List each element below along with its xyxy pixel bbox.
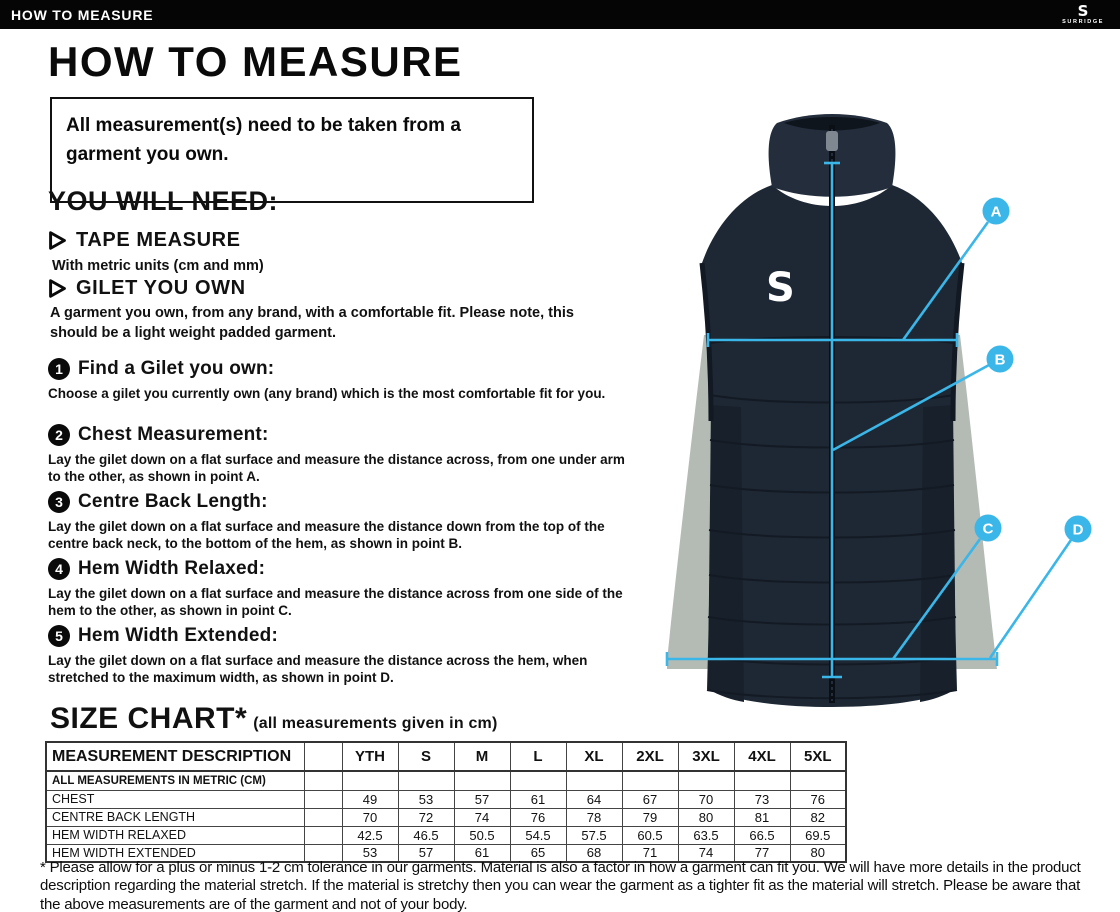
column-header-description: MEASUREMENT DESCRIPTION	[46, 742, 304, 771]
row-label: HEM WIDTH EXTENDED	[46, 844, 304, 862]
column-header-size: 3XL	[678, 742, 734, 771]
cell-value: 79	[622, 808, 678, 826]
table-row-chest	[46, 790, 846, 808]
cell-value: 74	[454, 808, 510, 826]
column-header-size: YTH	[342, 742, 398, 771]
notice-box: All measurement(s) need to be taken from a garment you own.	[50, 97, 534, 203]
step-description: Lay the gilet down on a flat surface and measure the distance across, from one under arm to the other, as shown in point A.	[48, 452, 625, 484]
step-4	[48, 558, 633, 620]
pointer-d	[990, 540, 1071, 658]
column-header-size: XL	[566, 742, 622, 771]
cell-value: 66.5	[734, 826, 790, 844]
row-label: HEM WIDTH RELAXED	[46, 826, 304, 844]
point-c-label: C	[982, 520, 994, 538]
size-chart-heading	[50, 702, 498, 736]
cell-value: 69.5	[790, 826, 846, 844]
step-head	[48, 491, 633, 513]
cell-value: 76	[790, 790, 846, 808]
gilet-measurement-diagram	[620, 95, 1110, 755]
metric-note-row	[46, 771, 846, 790]
table-row-centre-back-length	[46, 808, 846, 826]
step-title: Hem Width Extended:	[78, 625, 278, 646]
cell-value: 61	[454, 844, 510, 862]
step-number-badge: 4	[48, 558, 70, 580]
step-3	[48, 491, 633, 553]
cell-value: 76	[510, 808, 566, 826]
step-description: Lay the gilet down on a flat surface and measure the distance down from the top of the centre back neck, to the bottom of the hem, as shown in point B.	[48, 519, 605, 551]
cell-value: 73	[734, 790, 790, 808]
measurement-point-badges	[975, 198, 1092, 543]
row-label: CHEST	[46, 790, 304, 808]
step-head	[48, 558, 633, 580]
zip-pull	[826, 131, 838, 151]
page-title: HOW TO MEASURE	[48, 38, 463, 85]
column-header-size: 4XL	[734, 742, 790, 771]
cell-value: 42.5	[342, 826, 398, 844]
step-2	[48, 424, 633, 486]
step-1	[48, 358, 633, 403]
step-description: Lay the gilet down on a flat surface and measure the distance across from one side of the hem to the other, as shown in point C.	[48, 586, 623, 618]
step-head	[48, 625, 633, 647]
column-header-size: 2XL	[622, 742, 678, 771]
table-row-hem-width-relaxed	[46, 826, 846, 844]
step-number-badge: 1	[48, 358, 70, 380]
surridge-brand-text: SURRIDGE	[1062, 18, 1104, 25]
size-chart-table	[45, 741, 847, 863]
point-d-label: D	[1072, 521, 1084, 539]
step-description: Lay the gilet down on a flat surface and measure the distance across the hem, when stretched to the maximum width, as shown in point D.	[48, 653, 588, 685]
cell-value: 77	[734, 844, 790, 862]
step-5	[48, 625, 633, 687]
cell-value: 46.5	[398, 826, 454, 844]
size-chart-subtitle: (all measurements given in cm)	[253, 715, 498, 732]
step-number-badge: 5	[48, 625, 70, 647]
cell-value: 53	[398, 790, 454, 808]
tolerance-footnote: * Please allow for a plus or minus 1-2 cm tolerance in our garments. Material is also a factor in how a garment can fit you. We will have more details in the product description regarding the material stretch. If the material is stretchy then you can wear the garment as a tighter fit as the material will stretch. Please be aware that the above measurements are of the garment and not of your body.	[40, 859, 1081, 912]
cell-value: 71	[622, 844, 678, 862]
need-item-title: TAPE MEASURE	[76, 229, 241, 251]
cell-value: 78	[566, 808, 622, 826]
cell-value: 57.5	[566, 826, 622, 844]
need-item-desc: A garment you own, from any brand, with a comfortable fit. Please note, this should be a light weight padded garment.	[50, 305, 574, 341]
step-head	[48, 424, 633, 446]
cell-value: 57	[398, 844, 454, 862]
size-chart-title: SIZE CHART*	[50, 702, 248, 735]
step-title: Find a Gilet you own:	[78, 358, 275, 379]
metric-note: ALL MEASUREMENTS IN METRIC (CM)	[46, 771, 304, 790]
cell-value: 57	[454, 790, 510, 808]
point-b-label: B	[994, 351, 1006, 369]
step-title: Centre Back Length:	[78, 491, 268, 512]
cell-value: 63.5	[678, 826, 734, 844]
row-label: CENTRE BACK LENGTH	[46, 808, 304, 826]
cell-value: 80	[678, 808, 734, 826]
need-item-gilet	[48, 277, 246, 300]
top-bar-title: HOW TO MEASURE	[11, 6, 154, 23]
cell-value: 72	[398, 808, 454, 826]
step-title: Chest Measurement:	[78, 424, 269, 445]
gilet-brand-logo-s: S	[766, 265, 795, 311]
step-description: Choose a gilet you currently own (any brand) which is the most comfortable fit for you.	[48, 386, 606, 401]
column-header-size: M	[454, 742, 510, 771]
cell-value: 60.5	[622, 826, 678, 844]
cell-value: 53	[342, 844, 398, 862]
need-item-tape-measure	[48, 229, 241, 252]
cell-value: 68	[566, 844, 622, 862]
step-title: Hem Width Relaxed:	[78, 558, 266, 579]
cell-value: 54.5	[510, 826, 566, 844]
surridge-logo	[1062, 1, 1120, 26]
cell-value: 80	[790, 844, 846, 862]
play-triangle-icon	[48, 230, 67, 251]
cell-value: 74	[678, 844, 734, 862]
cell-value: 81	[734, 808, 790, 826]
play-triangle-icon	[48, 278, 67, 299]
surridge-s-icon: S	[1077, 1, 1089, 20]
cell-value: 70	[678, 790, 734, 808]
need-item-desc: With metric units (cm and mm)	[52, 258, 264, 274]
you-will-need-heading: YOU WILL NEED:	[48, 186, 279, 216]
column-header-size: 5XL	[790, 742, 846, 771]
cell-value: 67	[622, 790, 678, 808]
column-header-empty	[304, 742, 342, 771]
cell-value: 70	[342, 808, 398, 826]
need-item-title: GILET YOU OWN	[76, 277, 246, 299]
column-header-size: S	[398, 742, 454, 771]
table-header-row	[46, 742, 846, 771]
step-head	[48, 358, 633, 380]
column-header-size: L	[510, 742, 566, 771]
cell-value: 64	[566, 790, 622, 808]
step-number-badge: 3	[48, 491, 70, 513]
top-bar	[0, 0, 1120, 29]
cell-value: 82	[790, 808, 846, 826]
point-a-label: A	[990, 203, 1002, 221]
cell-value: 49	[342, 790, 398, 808]
step-number-badge: 2	[48, 424, 70, 446]
cell-value: 61	[510, 790, 566, 808]
cell-value: 50.5	[454, 826, 510, 844]
cell-value: 65	[510, 844, 566, 862]
